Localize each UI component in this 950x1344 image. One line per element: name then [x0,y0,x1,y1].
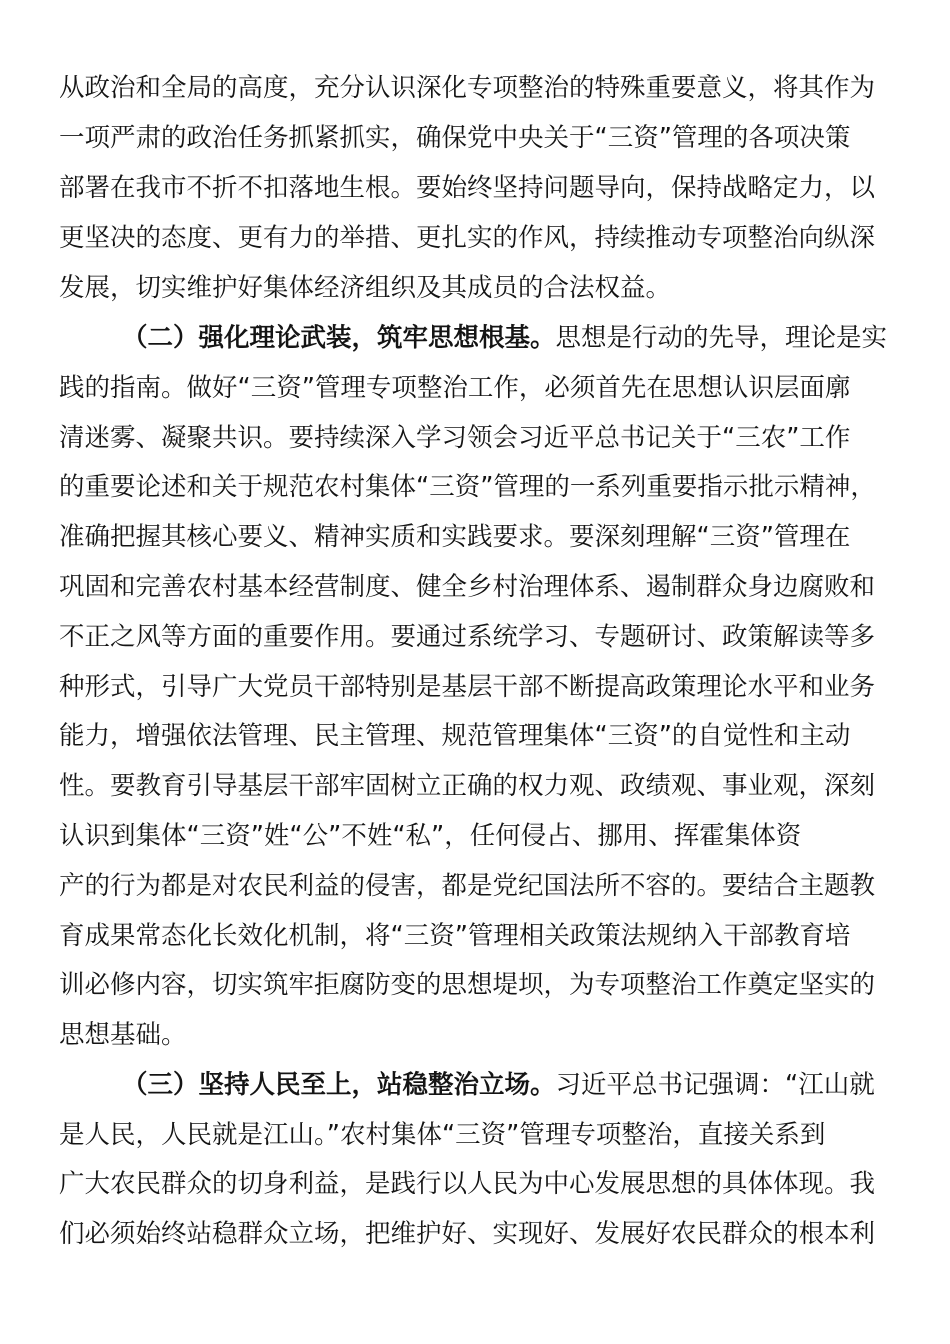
section-2-heading: （二）强化理论武装，筑牢思想根基。 [122,323,556,353]
section-2-first-line-text: 思想是行动的先导，理论是实 [555,323,888,353]
paragraph-line: 清迷雾、凝聚共识。要持续深入学习领会习近平总书记关于“三农”工作 [59,423,851,453]
paragraph-line: 发展，切实维护好集体经济组织及其成员的合法权益。 [59,273,672,303]
paragraph-line: 认识到集体“三资”姓“公”不姓“私”，任何侵占、挪用、挥霍集体资 [59,821,802,851]
paragraph-line: 更坚决的态度、更有力的举措、更扎实的作风，持续推动专项整治向纵深 [59,223,876,253]
section-2-first-line [122,313,889,363]
section-3-first-line [122,1060,889,1110]
section-3-heading: （三）坚持人民至上，站稳整治立场。 [122,1070,556,1100]
paragraph-line: 不正之风等方面的重要作用。要通过系统学习、专题研讨、政策解读等多 [59,622,876,652]
paragraph-line: 性。要教育引导基层干部牢固树立正确的权力观、政绩观、事业观，深刻 [59,771,876,801]
paragraph-line: 思想基础。 [59,1020,187,1050]
paragraph-line: 巩固和完善农村基本经营制度、健全乡村治理体系、遏制群众身边腐败和 [59,572,876,602]
paragraph-line: 一项严肃的政治任务抓紧抓实，确保党中央关于“三资”管理的各项决策 [59,123,851,153]
paragraph-line: 是人民，人民就是江山。”农村集体“三资”管理专项整治，直接关系到 [59,1120,826,1150]
paragraph-line: 训必修内容，切实筑牢拒腐防变的思想堤坝，为专项整治工作奠定坚实的 [59,970,876,1000]
paragraph-line: 广大农民群众的切身利益，是践行以人民为中心发展思想的具体体现。我 [59,1169,876,1199]
section-3-first-line-text: 习近平总书记强调：“江山就 [555,1070,875,1100]
paragraph-line: 能力，增强依法管理、民主管理、规范管理集体“三资”的自觉性和主动 [59,721,851,751]
paragraph-line: 部署在我市不折不扣落地生根。要始终坚持问题导向，保持战略定力，以 [59,173,876,203]
paragraph-line: 从政治和全局的高度，充分认识深化专项整治的特殊重要意义，将其作为 [59,73,876,103]
paragraph-line: 践的指南。做好“三资”管理专项整治工作，必须首先在思想认识层面廓 [59,373,851,403]
paragraph-line: 育成果常态化长效化机制，将“三资”管理相关政策法规纳入干部教育培 [59,921,851,951]
paragraph-line: 的重要论述和关于规范农村集体“三资”管理的一系列重要指示批示精神， [59,472,876,502]
paragraph-line: 们必须始终站稳群众立场，把维护好、实现好、发展好农民群众的根本利 [59,1219,876,1249]
paragraph-line: 产的行为都是对农民利益的侵害，都是党纪国法所不容的。要结合主题教 [59,871,876,901]
paragraph-line: 准确把握其核心要义、精神实质和实践要求。要深刻理解“三资”管理在 [59,522,851,552]
paragraph-line: 种形式，引导广大党员干部特别是基层干部不断提高政策理论水平和业务 [59,672,876,702]
